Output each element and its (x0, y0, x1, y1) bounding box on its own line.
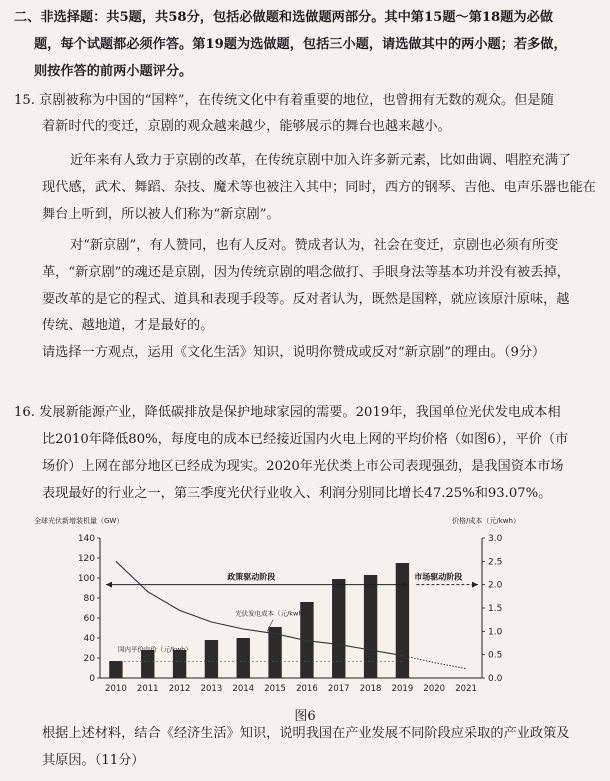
left-tick-label: 20 (83, 654, 95, 664)
q15-line-5: 舞台上听到，所以被人们称为“新京剧”。 (42, 207, 280, 222)
bar-2013 (205, 640, 218, 678)
q15-line-7: 革，“新京剧”的魂还是京剧，因为传统京剧的唱念做打、手眼身法等基本功并没有被丢掉， (42, 265, 570, 280)
x-tick-label: 2016 (296, 684, 318, 694)
left-tick-label: 120 (77, 554, 95, 564)
left-tick-label: 100 (77, 574, 95, 584)
figure-caption: 图6 (294, 709, 316, 724)
x-tick-label: 2017 (327, 684, 350, 694)
cost-line-forecast (402, 656, 466, 669)
q15-line-8: 要改革的是它的程式、道具和表现手段等。反对者认为，既然是国粹，就应该原汁原味，越 (42, 292, 570, 307)
bar-2019 (396, 563, 409, 678)
figure-6-chart (30, 513, 530, 703)
q15-line-10: 请选择一方观点，运用《文化生活》知识，说明你赞成或反对“新京剧”的理由。（9分） (42, 345, 546, 360)
q16-question-line-1: 根据上述材料，结合《经济生活》知识，说明我国在产业发展不同阶段应采取的产业政策及 (42, 726, 570, 741)
x-tick-label: 2012 (168, 684, 191, 694)
q15-line-9: 传统、越地道，才是最好的。 (42, 318, 214, 333)
q15-line-2: 着新时代的变迁，京剧的观众越来越少，能够展示的舞台也越来越小。 (42, 119, 451, 134)
q16-question-line-2: 其原因。（11分） (42, 753, 145, 768)
x-tick-label: 2013 (200, 684, 223, 694)
q16-line-4: 表现最好的行业之一，第三季度光伏行业收入、利润分别同比增长47.25%和93.07%。 (42, 486, 552, 501)
cost-line-label: 光伏发电成本（元/kwh） (235, 609, 309, 618)
x-tick-label: 2011 (136, 684, 159, 694)
q15-line-3: 近年来有人致力于京剧的改革，在传统京剧中加入许多新元素，比如曲调、唱腔充满了 (70, 153, 572, 168)
phase1-label: 政策驱动阶段 (227, 572, 276, 582)
bar-2018 (364, 575, 377, 678)
left-tick-label: 60 (83, 614, 95, 624)
right-tick-label: 1.5 (488, 604, 503, 614)
bar-2012 (173, 650, 186, 678)
phase2-label: 市场驱动阶段 (414, 572, 463, 582)
grid-price-label: 国内平价电价（元/kwh） (117, 645, 192, 654)
q16-line-2: 比2010年降低80%，每度电的成本已经接近国内火电上网的平均价格（如图6），平价（市 (42, 432, 569, 447)
left-tick-label: 140 (77, 534, 95, 544)
right-tick-label: 2.0 (488, 580, 503, 591)
right-tick-label: 0.5 (488, 650, 503, 661)
left-tick-label: 40 (83, 634, 95, 644)
right-axis-title: 价格/成本（元/kwh） (452, 517, 520, 525)
x-tick-label: 2019 (391, 684, 414, 694)
section-line-2: 题，每个试题都必须作答。第19题为选做题，包括三小题，请选做其中的两小题；若多做， (34, 37, 567, 52)
right-tick-label: 0.0 (488, 674, 503, 684)
left-tick-label: 80 (83, 594, 95, 604)
q15-line-1: 15. 京剧被称为中国的“国粹”，在传统文化中有着重要的地位，也曾拥有无数的观众。但是随 (14, 93, 554, 108)
phase1-arrow-head-left (106, 582, 112, 588)
bar-2010 (109, 661, 122, 678)
x-tick-label: 2015 (264, 684, 286, 694)
bar-2014 (237, 638, 250, 678)
phase2-arrow-head (472, 582, 478, 588)
x-tick-label: 2014 (232, 684, 255, 694)
x-tick-label: 2020 (423, 684, 446, 694)
left-axis-title: 全球光伏新增装机量（GW） (34, 517, 124, 525)
left-tick-label: 0 (89, 674, 95, 684)
right-tick-label: 2.5 (488, 557, 503, 568)
right-tick-label: 3.0 (488, 534, 503, 544)
bar-2017 (332, 579, 345, 678)
x-tick-label: 2010 (105, 684, 127, 694)
x-tick-label: 2018 (359, 684, 382, 694)
section-line-3: 则按作答的前两小题评分。 (34, 64, 193, 79)
section-line-1: 二、非选择题：共5题，共58分，包括必做题和选做题两部分。其中第15题～第18题为必做 (14, 10, 553, 25)
q15-line-6: 对“新京剧”，有人赞同，也有人反对。赞成者认为，社会在变迁，京剧也必须有所变 (70, 238, 559, 253)
x-tick-label: 2021 (455, 684, 477, 694)
q16-line-3: 场价）上网在部分地区已经成为现实。2020年光伏类上市公司表现强劲，是我国资本市场 (42, 459, 564, 474)
right-tick-label: 1.0 (488, 627, 503, 638)
q16-line-1: 16. 发展新能源产业，降低碳排放是保护地球家园的需要。2019年，我国单位光伏发电成本相 (14, 405, 561, 420)
q15-line-4: 现代感，武术、舞蹈、杂技、魔术等也被注入其中；同时，西方的钢琴、吉他、电声乐器也能在 (42, 180, 596, 195)
bar-2011 (141, 650, 154, 678)
